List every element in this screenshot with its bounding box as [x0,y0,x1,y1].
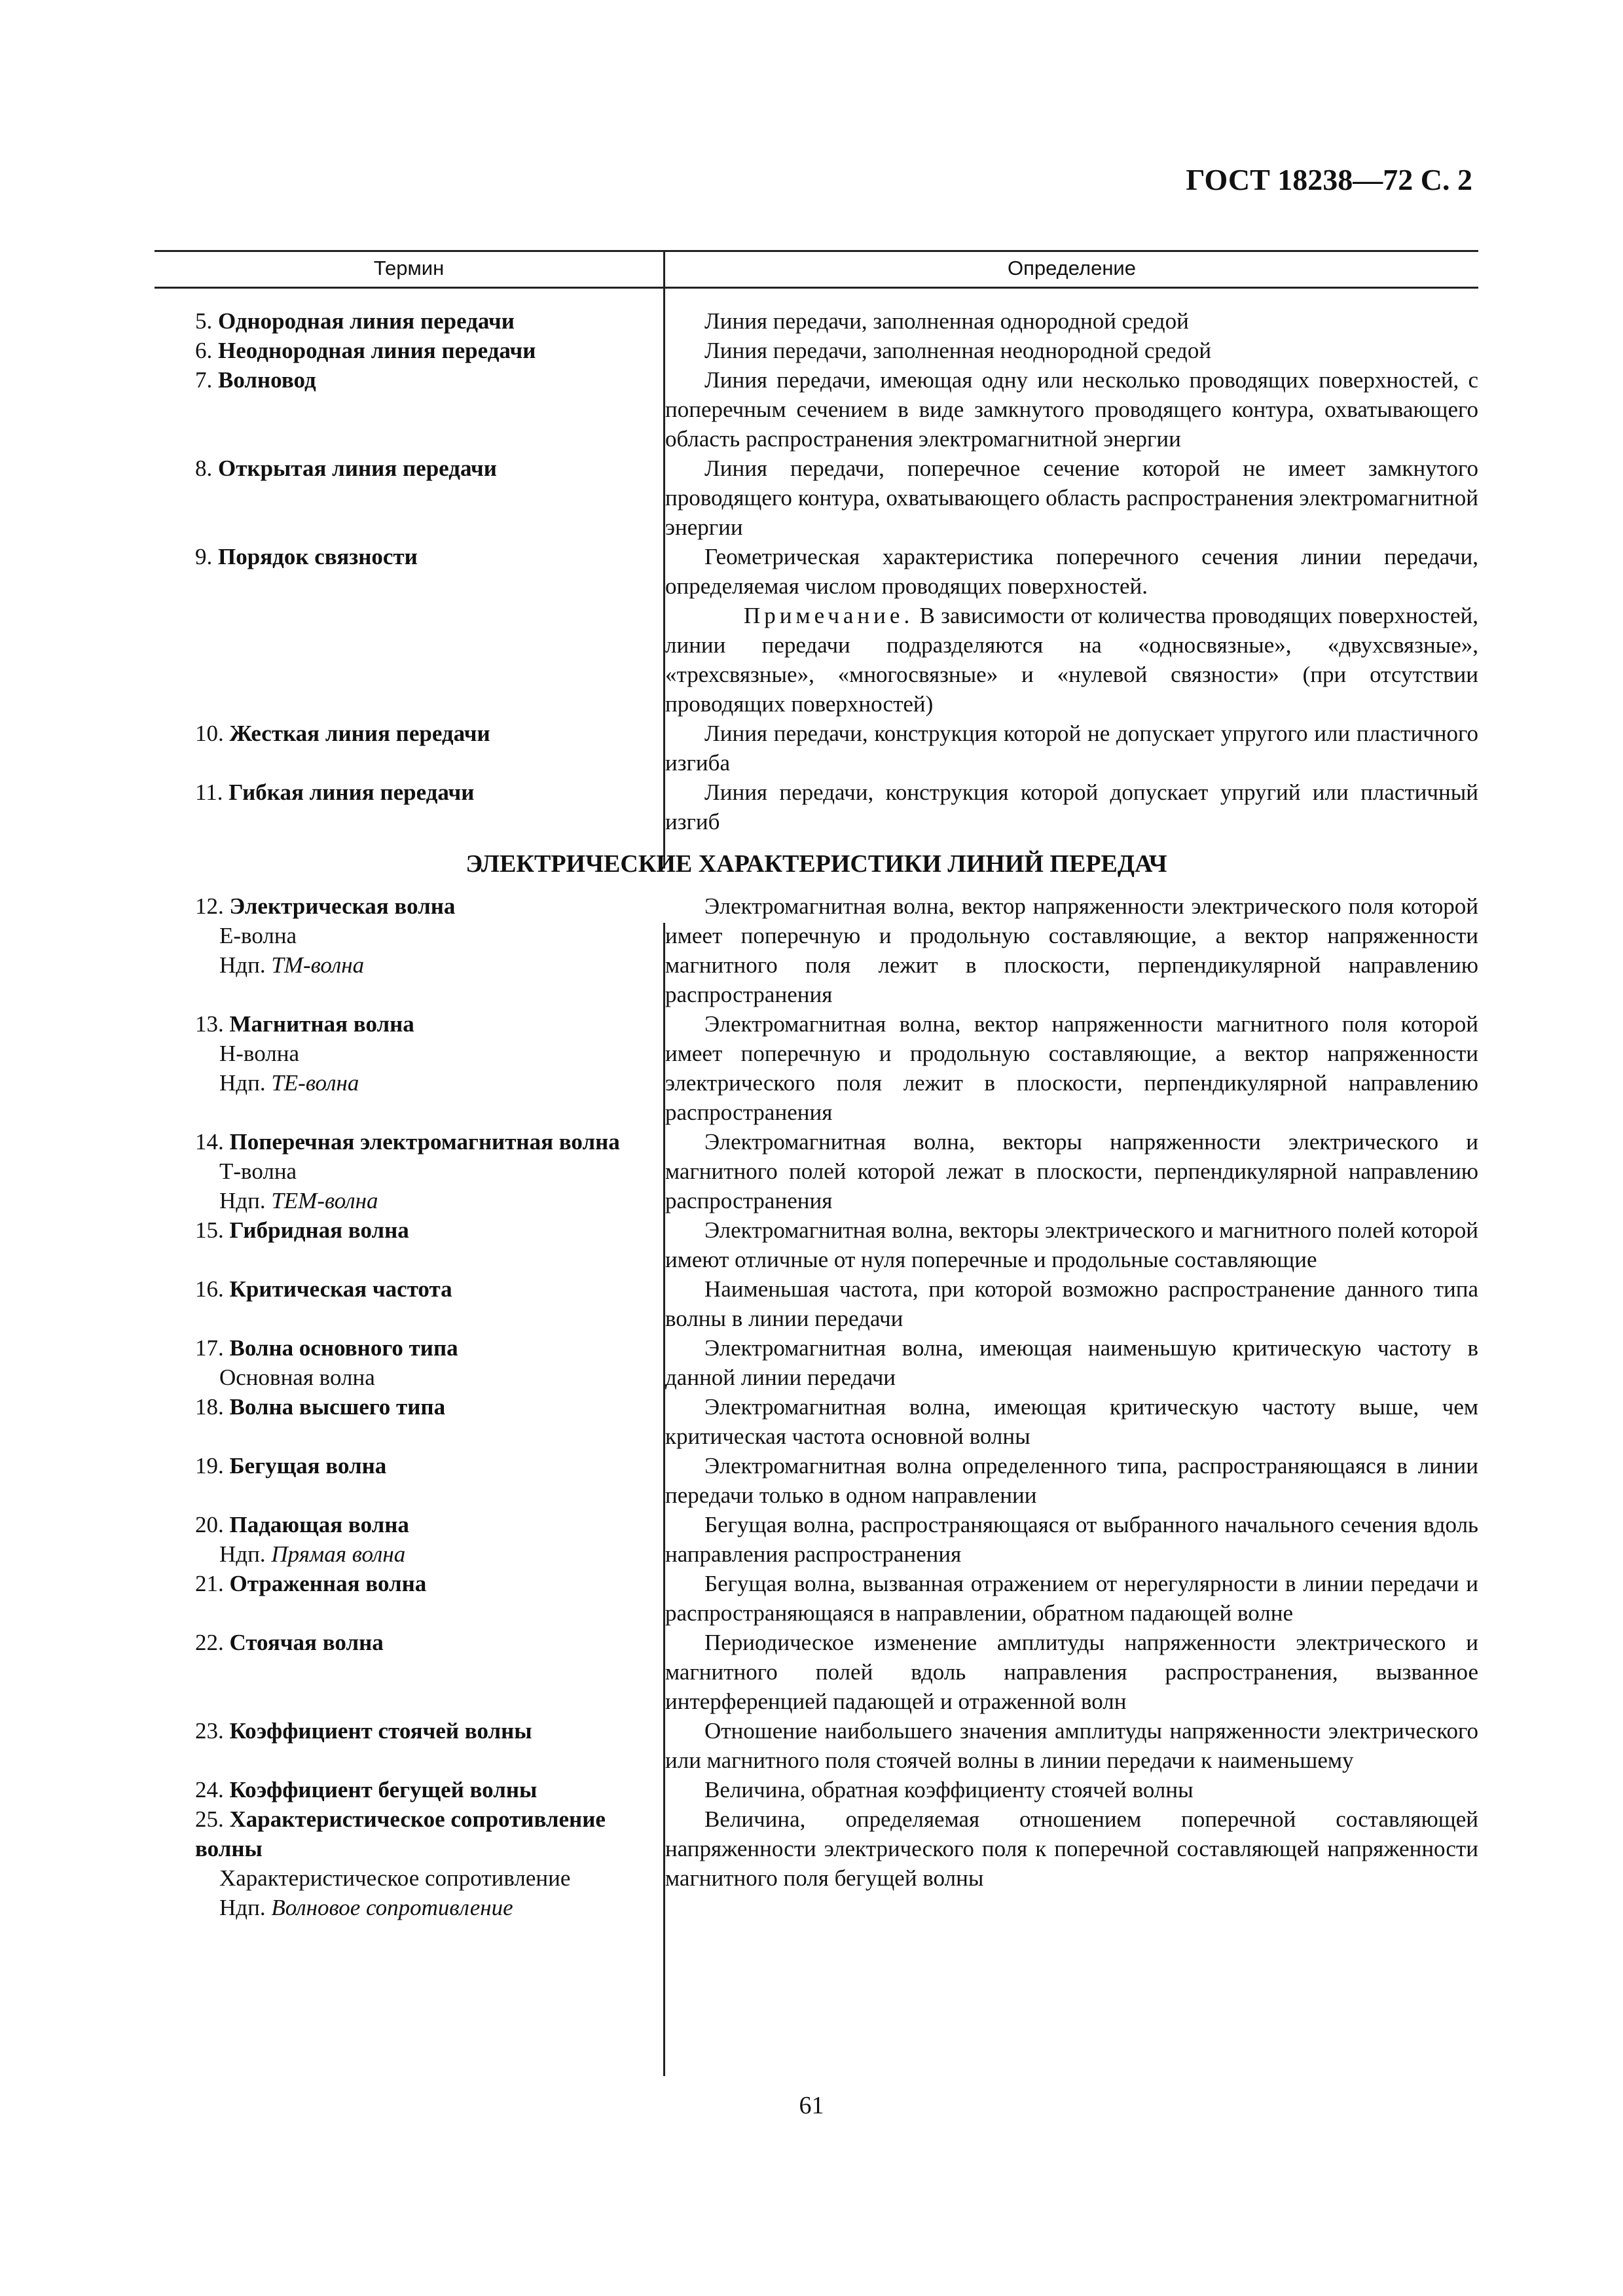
term-line [195,1510,663,1539]
definition-cell [665,365,1478,454]
term-cell [155,719,663,778]
term-number: 20. [195,1512,224,1537]
term-cell [155,1628,663,1716]
term-synonym: Характеристическое сопротивление [219,1865,571,1891]
term-line [195,1009,663,1039]
definition-text: Периодическое изменение амплитуды напряженности электрического и магнитного полей вдоль направления распространения, вызванное интерференцией падающей и отраженной волн [665,1630,1478,1714]
term-name: Стоячая волна [229,1630,384,1655]
definition-cell [665,1775,1478,1804]
term-row [155,778,1478,836]
term-cell [155,1716,663,1775]
term-not-allowed [195,1539,663,1569]
term-row [155,1628,1478,1716]
term-synonym: Основная волна [219,1365,375,1390]
term-name: Гибридная волна [229,1217,409,1243]
term-number: 6. [195,338,213,363]
definition-text: Величина, определяемая отношением поперечной составляющей напряженности электрического поля к поперечной составляющей напряженности магнитного поля бегущей волны [665,1806,1478,1891]
definition-note [665,601,1478,719]
term-line [195,778,663,807]
term-line [195,1451,663,1480]
term-cell [155,542,663,719]
section-title: ЭЛЕКТРИЧЕСКИЕ ХАРАКТЕРИСТИКИ ЛИНИЙ ПЕРЕДАЧ [465,850,1167,878]
term-number: 13. [195,1011,224,1037]
term-line [195,1716,663,1746]
definition-text: Наименьшая частота, при которой возможно распространение данного типа волны в линии передачи [665,1276,1478,1331]
definition-cell [665,1127,1478,1215]
term-line [195,1775,663,1804]
term-cell [155,891,663,1009]
definition-text: Электромагнитная волна, векторы электрического и магнитного полей которой имеют отличные от нуля поперечные и продольные составляющие [665,1217,1478,1272]
term-row [155,1775,1478,1804]
general-terms-block [155,306,1478,836]
ndp-label: Ндп. [219,952,266,978]
term-row [155,1804,1478,1922]
definition-cell [665,719,1478,778]
term-number: 16. [195,1276,224,1302]
term-line [195,306,663,336]
term-synonym: Т-волна [219,1158,297,1184]
term-line [195,1215,663,1245]
term-line [195,454,663,483]
term-row [155,336,1478,365]
term-name: Отраженная волна [229,1571,427,1596]
term-cell [155,454,663,542]
term-name: Волновод [218,367,316,393]
term-row [155,1009,1478,1127]
definition-text: Электромагнитная волна определенного типа, распространяющаяся в линии передачи только в одном направлении [665,1453,1478,1508]
ndp-label: Ндп. [219,1188,266,1213]
definition-cell [665,1333,1478,1392]
term-row [155,1392,1478,1451]
table-top-rule [155,250,1478,252]
term-row [155,1716,1478,1775]
ndp-label: Ндп. [219,1895,266,1920]
term-name: Волна основного типа [229,1335,458,1361]
definition-cell [665,1392,1478,1451]
definition-cell [665,1451,1478,1510]
term-cell [155,336,663,365]
term-line [195,1333,663,1363]
term-cell [155,1127,663,1215]
term-line [195,719,663,748]
term-not-allowed [195,1068,663,1098]
definition-text: Линия передачи, заполненная неоднородной средой [704,338,1212,363]
definition-cell [665,306,1478,336]
term-cell [155,1333,663,1392]
term-number: 14. [195,1129,224,1155]
term-name: Неоднородная линия передачи [218,338,536,363]
term-line [195,1274,663,1304]
term-line [195,1628,663,1657]
definition-cell [665,1628,1478,1716]
term-cell [155,1804,663,1922]
term-cell [155,1451,663,1510]
definition-cell [665,891,1478,1009]
term-row [155,1451,1478,1510]
term-number: 5. [195,308,213,334]
definition-cell [665,1716,1478,1775]
definition-cell [665,336,1478,365]
term-row [155,1127,1478,1215]
definition-text: Геометрическая характеристика поперечного сечения линии передачи, определяемая числом проводящих поверхностей. [665,544,1478,599]
term-number: 10. [195,721,224,746]
definition-cell [665,542,1478,719]
definition-text: Электромагнитная волна, вектор напряженности магнитного поля которой имеет поперечную и продольную составляющие, а вектор напряженности электрического поля лежит в плоскости, перпендикулярной направлению распространения [665,1011,1478,1125]
definition-cell [665,1009,1478,1127]
term-name: Магнитная волна [229,1011,414,1037]
definition-cell [665,778,1478,836]
definition-cell [665,1510,1478,1569]
term-name: Волна высшего типа [229,1394,446,1420]
definition-text: Линия передачи, конструкция которой допускает упругий или пластичный изгиб [665,780,1478,834]
definition-text: Линия передачи, поперечное сечение которой не имеет замкнутого проводящего контура, охватывающего область распространения электромагнитной энергии [665,456,1478,540]
definition-text: Электромагнитная волна, имеющая критическую частоту выше, чем критическая частота основной волны [665,1394,1478,1449]
term-name: Бегущая волна [229,1453,387,1479]
term-not-allowed [195,1893,663,1922]
term-name: Поперечная электромагнитная волна [229,1129,620,1155]
definition-cell [665,454,1478,542]
definition-text: Линия передачи, заполненная однородной средой [704,308,1189,334]
definition-text: Электромагнитная волна, векторы напряженности электрического и магнитного полей которой лежат в плоскости, перпендикулярной направлению распространения [665,1129,1478,1213]
term-row [155,891,1478,1009]
term-synonym: Н-волна [219,1041,299,1066]
term-line [195,1569,663,1598]
page-number: 61 [799,2092,824,2119]
definition-text: Электромагнитная волна, вектор напряженности электрического поля которой имеет поперечную и продольную составляющие, а вектор напряженности магнитного поля лежит в плоскости, перпендикулярной направлению распространения [665,893,1478,1007]
term-number: 19. [195,1453,224,1479]
column-header-term: Термин [373,257,445,279]
term-number: 25. [195,1806,224,1832]
term-row [155,1215,1478,1274]
term-row [155,365,1478,454]
term-cell [155,1009,663,1127]
term-line [195,336,663,365]
term-row [155,542,1478,719]
ndp-label: Ндп. [219,1541,266,1567]
term-cell [155,1392,663,1451]
ndp-label: Ндп. [219,1070,266,1096]
term-number: 7. [195,367,213,393]
term-number: 15. [195,1217,224,1243]
term-line [195,542,663,571]
ndp-term: ТЕМ-волна [271,1188,378,1213]
definition-text: Бегущая волна, распространяющаяся от выбранного начального сечения вдоль направления распространения [665,1512,1478,1567]
term-number: 24. [195,1777,224,1803]
definition-text: Линия передачи, имеющая одну или несколько проводящих поверхностей, с поперечным сечением в виде замкнутого проводящего контура, охватывающего область распространения электромагнитной энергии [665,367,1478,452]
term-cell [155,1274,663,1333]
term-number: 22. [195,1630,224,1655]
document-header: ГОСТ 18238—72 С. 2 [1186,163,1472,196]
definition-cell [665,1215,1478,1274]
term-row [155,1333,1478,1392]
definition-cell [665,1274,1478,1333]
term-line [195,365,663,395]
term-name: Электрическая волна [229,893,456,919]
term-name: Гибкая линия передачи [228,780,475,805]
term-name: Открытая линия передачи [218,456,497,481]
term-name: Коэффициент стоячей волны [229,1718,532,1744]
definition-text: Бегущая волна, вызванная отражением от нерегулярности в линии передачи и распространяющаяся в направлении, обратном падающей волне [665,1571,1478,1626]
term-number: 18. [195,1394,224,1420]
term-line [195,891,663,921]
table-body [155,306,1478,1922]
term-name: Жесткая линия передачи [229,721,490,746]
term-number: 9. [195,544,213,569]
term-cell [155,1215,663,1274]
term-number: 8. [195,456,213,481]
term-name: Порядок связности [218,544,418,569]
term-cell [155,306,663,336]
term-cell [155,1510,663,1569]
ndp-term: ТМ-волна [271,952,365,978]
term-row [155,454,1478,542]
term-synonym: Е-волна [219,923,297,948]
term-line [195,1127,663,1157]
term-name: Характеристическое сопротивление волны [195,1806,606,1861]
term-number: 17. [195,1335,224,1361]
table-header-rule [155,287,1478,289]
term-cell [155,1775,663,1804]
note-label: Примечание. [744,603,914,628]
term-row [155,719,1478,778]
term-name: Коэффициент бегущей волны [229,1777,538,1803]
term-number: 11. [195,780,223,805]
term-row [155,1510,1478,1569]
ndp-term: ТЕ-волна [271,1070,359,1096]
term-number: 23. [195,1718,224,1744]
definition-cell [665,1804,1478,1922]
ndp-term: Прямая волна [271,1541,406,1567]
definition-text: Отношение наибольшего значения амплитуды напряженности электрического или магнитного поля стоячей волны в линии передачи к наименьшему [665,1718,1478,1773]
term-name: Падающая волна [229,1512,409,1537]
term-line [195,1392,663,1422]
ndp-term: Волновое сопротивление [271,1895,513,1920]
term-row [155,1274,1478,1333]
column-header-definition: Определение [1007,257,1136,279]
term-cell [155,1569,663,1628]
term-not-allowed [195,1186,663,1215]
term-cell [155,365,663,454]
term-name: Критическая частота [229,1276,452,1302]
term-name: Однородная линия передачи [218,308,515,334]
term-line [195,1804,663,1863]
term-number: 12. [195,893,224,919]
term-row [155,1569,1478,1628]
note-text: В зависимости от количества проводящих поверхностей, линии передачи подразделяются на «односвязные», «двухсвязные», «трехсвязные», «многосвязные» и «нулевой связности» (при отсутствии проводящих поверхностей) [665,603,1479,717]
term-row [155,306,1478,336]
definition-text: Линия передачи, конструкция которой не допускает упругого или пластичного изгиба [665,721,1478,776]
definition-text: Электромагнитная волна, имеющая наименьшую критическую частоту в данной линии передачи [665,1335,1478,1390]
definition-text: Величина, обратная коэффициенту стоячей волны [704,1777,1194,1803]
electrical-terms-block [155,891,1478,1922]
term-cell [155,778,663,836]
definition-cell [665,1569,1478,1628]
term-number: 21. [195,1571,224,1596]
term-not-allowed [195,950,663,980]
